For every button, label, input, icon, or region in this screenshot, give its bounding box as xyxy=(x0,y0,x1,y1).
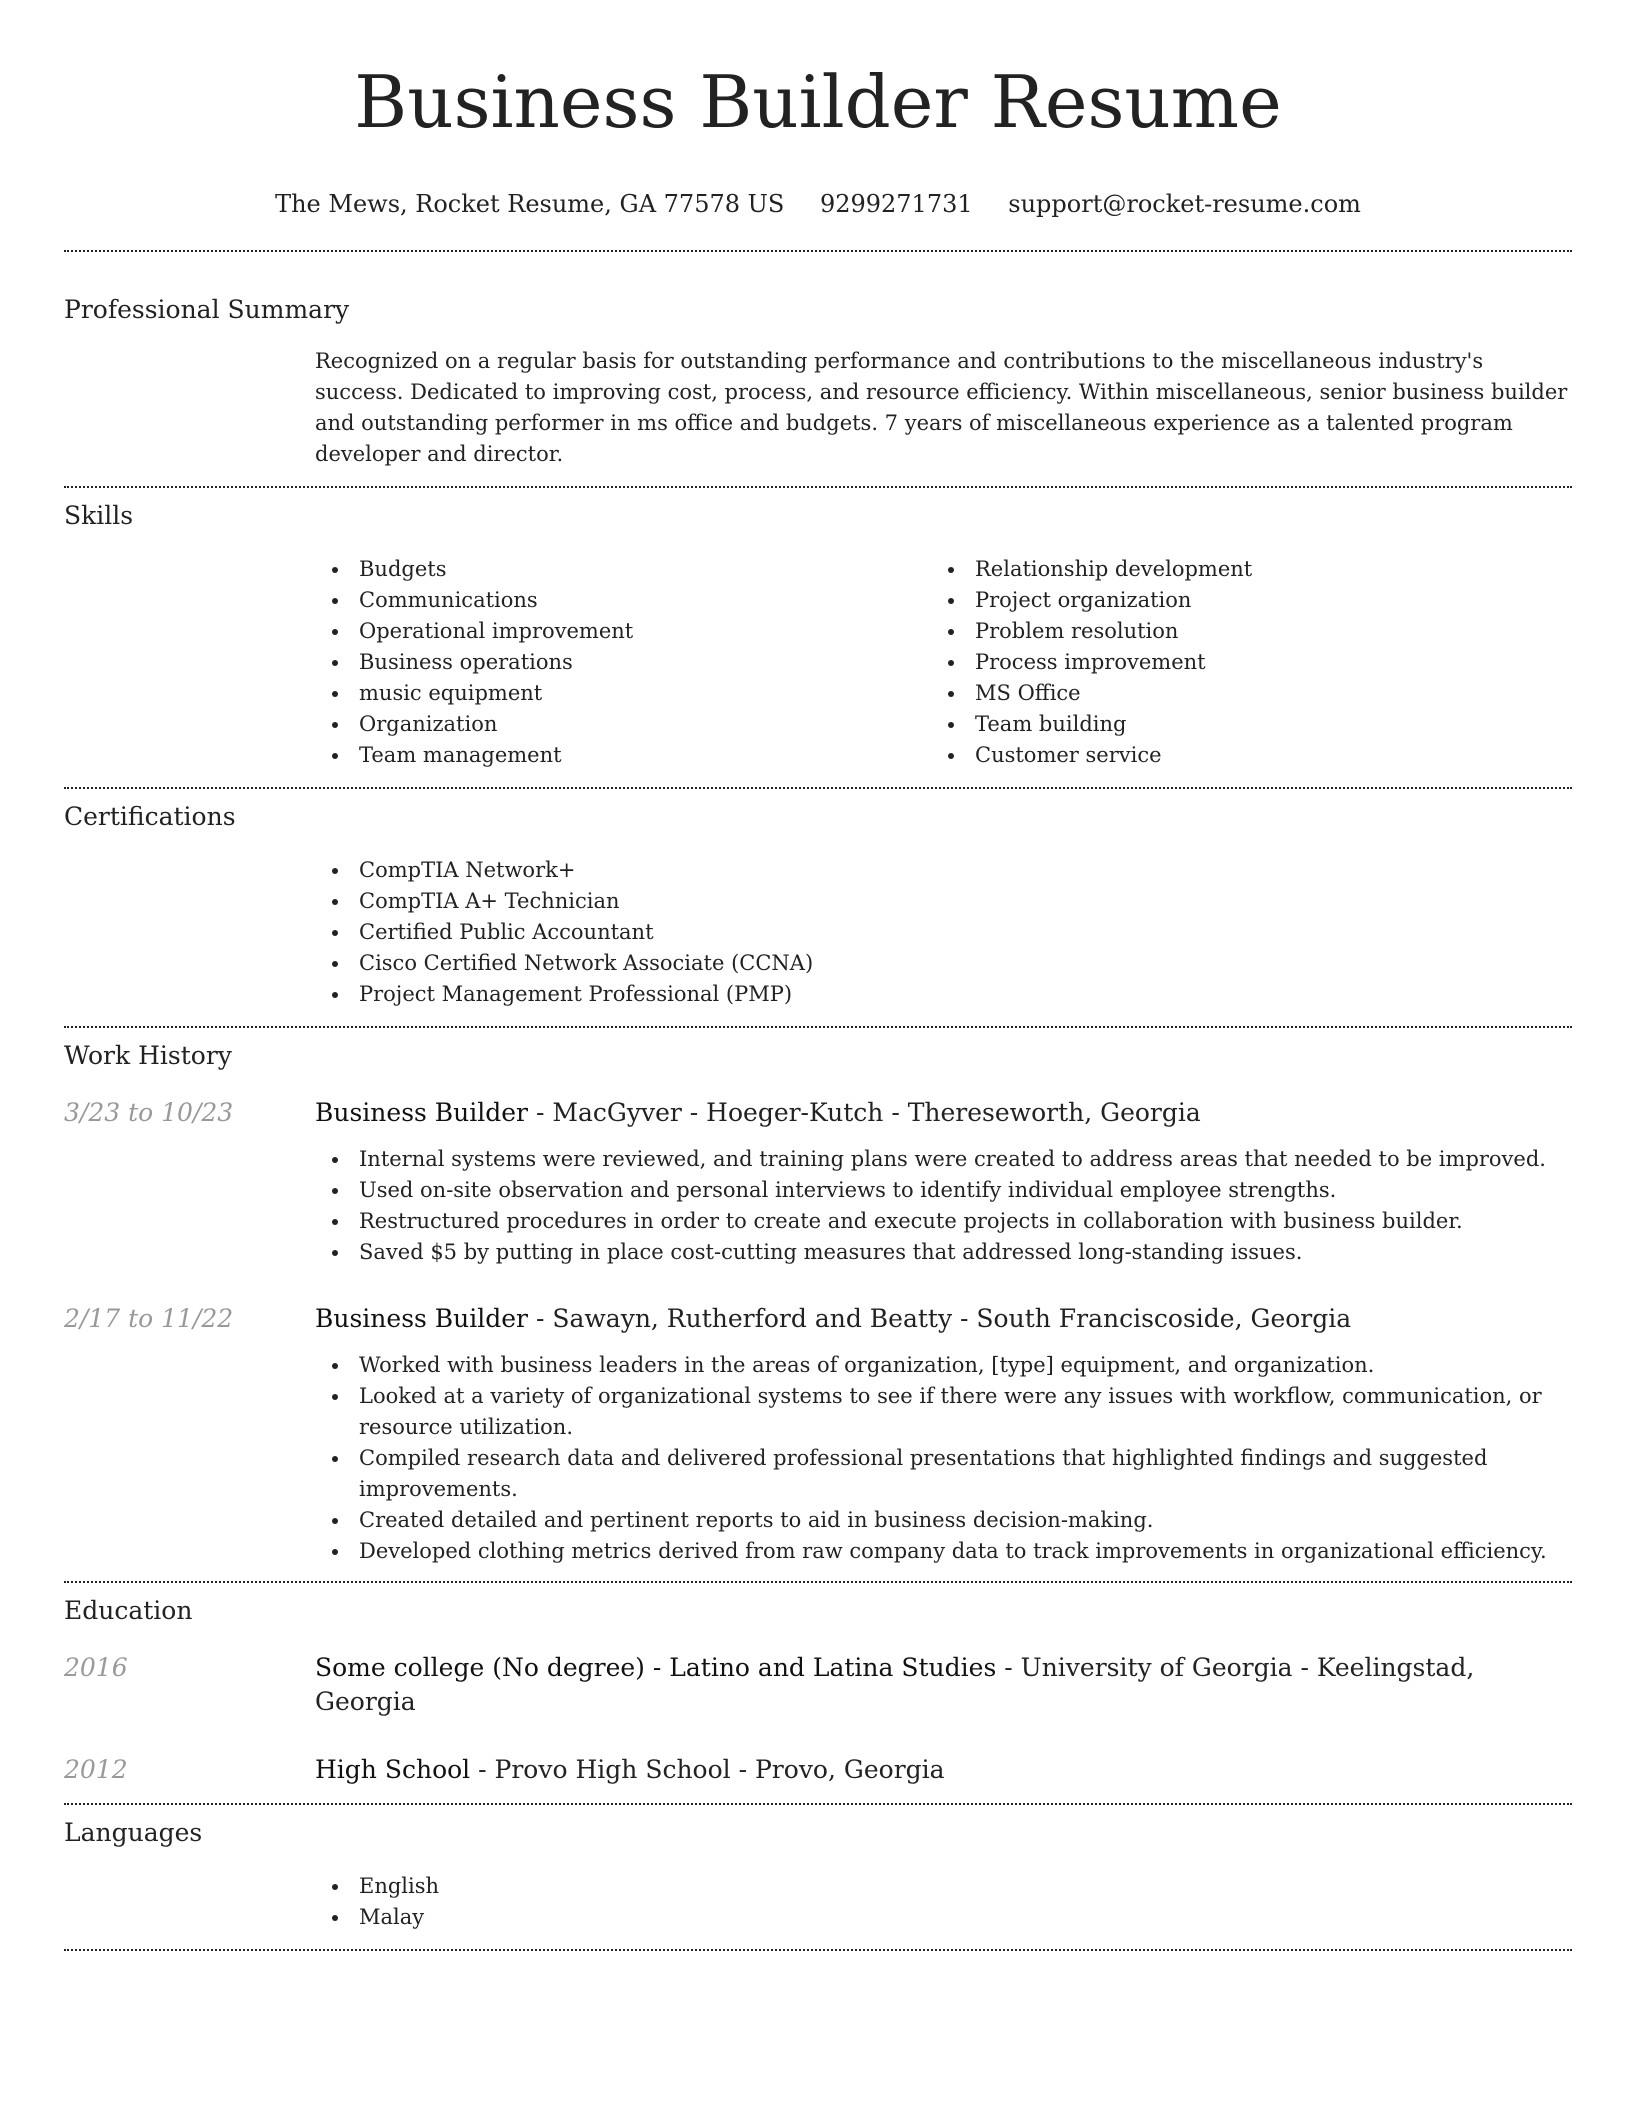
section-title-work: Work History xyxy=(64,1041,232,1070)
certifications-section xyxy=(64,801,1572,1010)
section-title-skills: Skills xyxy=(64,501,134,530)
education-section xyxy=(64,1595,1572,1787)
job-bullet: Compiled research data and delivered professional presentations that highlighted findings and suggested improvements. xyxy=(315,1443,1572,1505)
job-details: - Sawayn, Rutherford and Beatty - South Franciscoside, Georgia xyxy=(528,1304,1352,1333)
education-heading xyxy=(315,1651,1572,1719)
section-title-languages: Languages xyxy=(64,1818,203,1847)
divider xyxy=(64,1581,1572,1583)
job-bullet: Created detailed and pertinent reports to aid in business decision-making. xyxy=(315,1505,1572,1536)
summary-text: Recognized on a regular basis for outstanding performance and contributions to the miscellaneous industry's success. Dedicated to improving cost, process, and resource efficiency. Within miscellaneous, senior business builder and outstanding performer in ms office and budgets. 7 years of miscellaneous experience as a talented program developer and director. xyxy=(315,349,1568,466)
languages-section xyxy=(64,1817,1572,1933)
skills-list-left xyxy=(315,554,931,771)
certification-item: CompTIA Network+ xyxy=(315,855,1572,886)
education-heading xyxy=(315,1753,1572,1787)
resume-title: Business Builder Resume xyxy=(354,60,1282,144)
section-title-education: Education xyxy=(64,1596,193,1625)
skill-item: Communications xyxy=(315,585,931,616)
education-degree: High School xyxy=(315,1755,471,1784)
job-body xyxy=(315,1302,1572,1567)
job-entry xyxy=(64,1096,1572,1268)
education-year: 2016 xyxy=(64,1653,128,1682)
skill-item: Process improvement xyxy=(931,647,1547,678)
job-entry xyxy=(64,1302,1572,1567)
education-year: 2012 xyxy=(64,1755,128,1784)
divider xyxy=(64,1949,1572,1951)
divider xyxy=(64,486,1572,488)
skill-item: Problem resolution xyxy=(931,616,1547,647)
skills-list-right xyxy=(931,554,1547,771)
job-title: Business Builder xyxy=(315,1098,529,1127)
skill-item: Budgets xyxy=(315,554,931,585)
job-dates: 2/17 to 11/22 xyxy=(64,1304,234,1333)
certification-item: CompTIA A+ Technician xyxy=(315,886,1572,917)
education-entry xyxy=(64,1651,1572,1719)
contact-address: The Mews, Rocket Resume, GA 77578 US xyxy=(275,190,785,218)
skill-item: Business operations xyxy=(315,647,931,678)
job-bullet: Restructured procedures in order to create and execute projects in collaboration with business builder. xyxy=(315,1206,1572,1237)
skill-item: Relationship development xyxy=(931,554,1547,585)
education-body xyxy=(315,1753,1572,1787)
job-heading xyxy=(315,1096,1572,1130)
certifications-list xyxy=(315,855,1572,1010)
skill-item: Organization xyxy=(315,709,931,740)
divider xyxy=(64,1026,1572,1028)
skill-item: Customer service xyxy=(931,740,1547,771)
skills-content xyxy=(315,554,1572,771)
job-title: Business Builder xyxy=(315,1304,529,1333)
section-title-summary: Professional Summary xyxy=(64,295,350,324)
job-bullet: Looked at a variety of organizational systems to see if there were any issues with workflow, communication, or resource utilization. xyxy=(315,1381,1572,1443)
job-bullets xyxy=(315,1144,1572,1268)
contact-email: support@rocket-resume.com xyxy=(1008,190,1361,218)
job-dates: 3/23 to 10/23 xyxy=(64,1098,234,1127)
divider xyxy=(64,787,1572,789)
job-heading xyxy=(315,1302,1572,1336)
job-bullet: Used on-site observation and personal interviews to identify individual employee strengths. xyxy=(315,1175,1572,1206)
skill-item: music equipment xyxy=(315,678,931,709)
job-details: - MacGyver - Hoeger-Kutch - Thereseworth, Georgia xyxy=(528,1098,1201,1127)
job-bullet: Saved $5 by putting in place cost-cutting measures that addressed long-standing issues. xyxy=(315,1237,1572,1268)
language-item: English xyxy=(315,1871,1572,1902)
job-bullet: Worked with business leaders in the areas of organization, [type] equipment, and organization. xyxy=(315,1350,1572,1381)
skill-item: Operational improvement xyxy=(315,616,931,647)
divider xyxy=(64,250,1572,252)
language-item: Malay xyxy=(315,1902,1572,1933)
certifications-content xyxy=(315,855,1572,1010)
section-title-certifications: Certifications xyxy=(64,802,236,831)
work-section xyxy=(64,1040,1572,1567)
certification-item: Certified Public Accountant xyxy=(315,917,1572,948)
skill-item: Project organization xyxy=(931,585,1547,616)
skill-item: MS Office xyxy=(931,678,1547,709)
summary-section xyxy=(64,294,1572,470)
contact-phone: 9299271731 xyxy=(819,190,973,218)
skill-item: Team management xyxy=(315,740,931,771)
languages-list xyxy=(315,1871,1572,1933)
languages-content xyxy=(315,1871,1572,1933)
job-bullets xyxy=(315,1350,1572,1567)
certification-item: Cisco Certified Network Associate (CCNA) xyxy=(315,948,1572,979)
skill-item: Team building xyxy=(931,709,1547,740)
education-degree: Some college (No degree) - Latino and Latina Studies xyxy=(315,1653,997,1682)
divider xyxy=(64,1803,1572,1805)
job-bullet: Developed clothing metrics derived from raw company data to track improvements in organizational efficiency. xyxy=(315,1536,1572,1567)
education-details: - University of Georgia - Keelingstad, Georgia xyxy=(315,1653,1475,1716)
contact-line xyxy=(64,188,1572,220)
education-entry xyxy=(64,1753,1572,1787)
education-body xyxy=(315,1651,1572,1719)
job-bullet: Internal systems were reviewed, and training plans were created to address areas that needed to be improved. xyxy=(315,1144,1572,1175)
summary-content xyxy=(315,346,1572,470)
skills-section xyxy=(64,500,1572,771)
job-body xyxy=(315,1096,1572,1268)
certification-item: Project Management Professional (PMP) xyxy=(315,979,1572,1010)
resume-page xyxy=(64,0,1572,1951)
education-details: - Provo High School - Provo, Georgia xyxy=(470,1755,945,1784)
